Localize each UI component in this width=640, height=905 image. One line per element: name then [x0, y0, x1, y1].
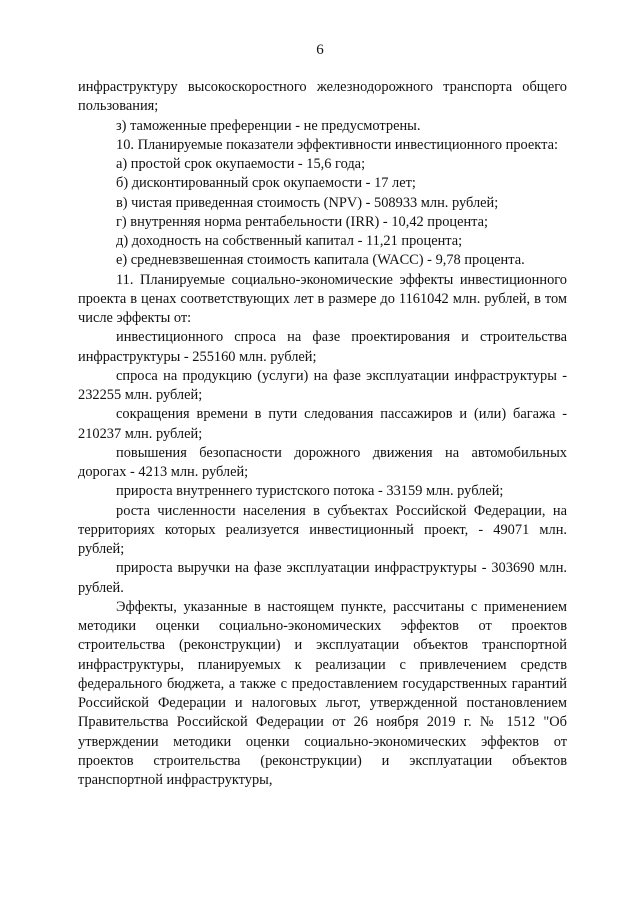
page-number: 6	[316, 42, 324, 58]
paragraph-methodology: Эффекты, указанные в настоящем пункте, рассчитаны с применением методики оценки социально-экономических эффектов от проектов строительства (реконструкции) и эксплуатации объектов транспортной инфраструктуры, планируемых к реализации с привлечением средств федерального бюджета, а также с предоставлением государственных гарантий Российской Федерации и налоговых льгот, утвержденной постановлением Правительства Российской Федерации от 26 ноября 2019 г. № 1512 "Об утверждении методики оценки социально-экономических эффектов от проектов строительства (реконструкции) и эксплуатации объектов транспортной инфраструктуры,	[78, 598, 567, 788]
paragraph-effect-revenue-growth: прироста выручки на фазе эксплуатации инфраструктуры - 303690 млн. рублей.	[78, 560, 567, 596]
paragraph-effect-travel-time: сокращения времени в пути следования пассажиров и (или) багажа - 210237 млн. рублей;	[78, 406, 567, 442]
paragraph-continuation: инфраструктуру высокоскоростного железнодорожного транспорта общего пользования;	[78, 79, 567, 115]
list-item-simple-payback: а) простой срок окупаемости - 15,6 года;	[116, 156, 366, 172]
paragraph-socioeconomic-effects-heading: 11. Планируемые социально-экономические эффекты инвестиционного проекта в ценах соответствующих лет в размере до 1161042 млн. рублей, в том числе эффекты от:	[78, 271, 567, 326]
list-item-wacc: е) средневзвешенная стоимость капитала (WACC) - 9,78 процента.	[116, 252, 525, 269]
list-item-return-on-equity: д) доходность на собственный капитал - 11,21 процента;	[116, 233, 463, 249]
paragraph-customs-preferences: з) таможенные преференции - не предусмотрены.	[116, 117, 421, 134]
list-item-irr: г) внутренняя норма рентабельности (IRR) - 10,42 процента;	[116, 213, 489, 230]
paragraph-effect-tourism: прироста внутреннего туристского потока - 33159 млн. рублей;	[116, 483, 504, 500]
paragraph-effect-population-growth: роста численности населения в субъектах Российской Федерации, на территориях которых реализуется инвестиционный проект, - 49071 млн. рублей;	[78, 502, 567, 557]
paragraph-effect-product-demand: спроса на продукцию (услуги) на фазе эксплуатации инфраструктуры - 232255 млн. рублей;	[78, 367, 567, 403]
document-body	[78, 78, 567, 790]
paragraph-effect-road-safety: повышения безопасности дорожного движения на автомобильных дорогах - 4213 млн. рублей;	[78, 444, 567, 480]
paragraph-efficiency-indicators-heading: 10. Планируемые показатели эффективности инвестиционного проекта:	[116, 136, 558, 153]
paragraph-effect-investment-demand: инвестиционного спроса на фазе проектирования и строительства инфраструктуры - 255160 млн. рублей;	[78, 329, 567, 365]
list-item-npv: в) чистая приведенная стоимость (NPV) - 508933 млн. рублей;	[116, 194, 499, 211]
list-item-discounted-payback: б) дисконтированный срок окупаемости - 17 лет;	[116, 175, 416, 192]
